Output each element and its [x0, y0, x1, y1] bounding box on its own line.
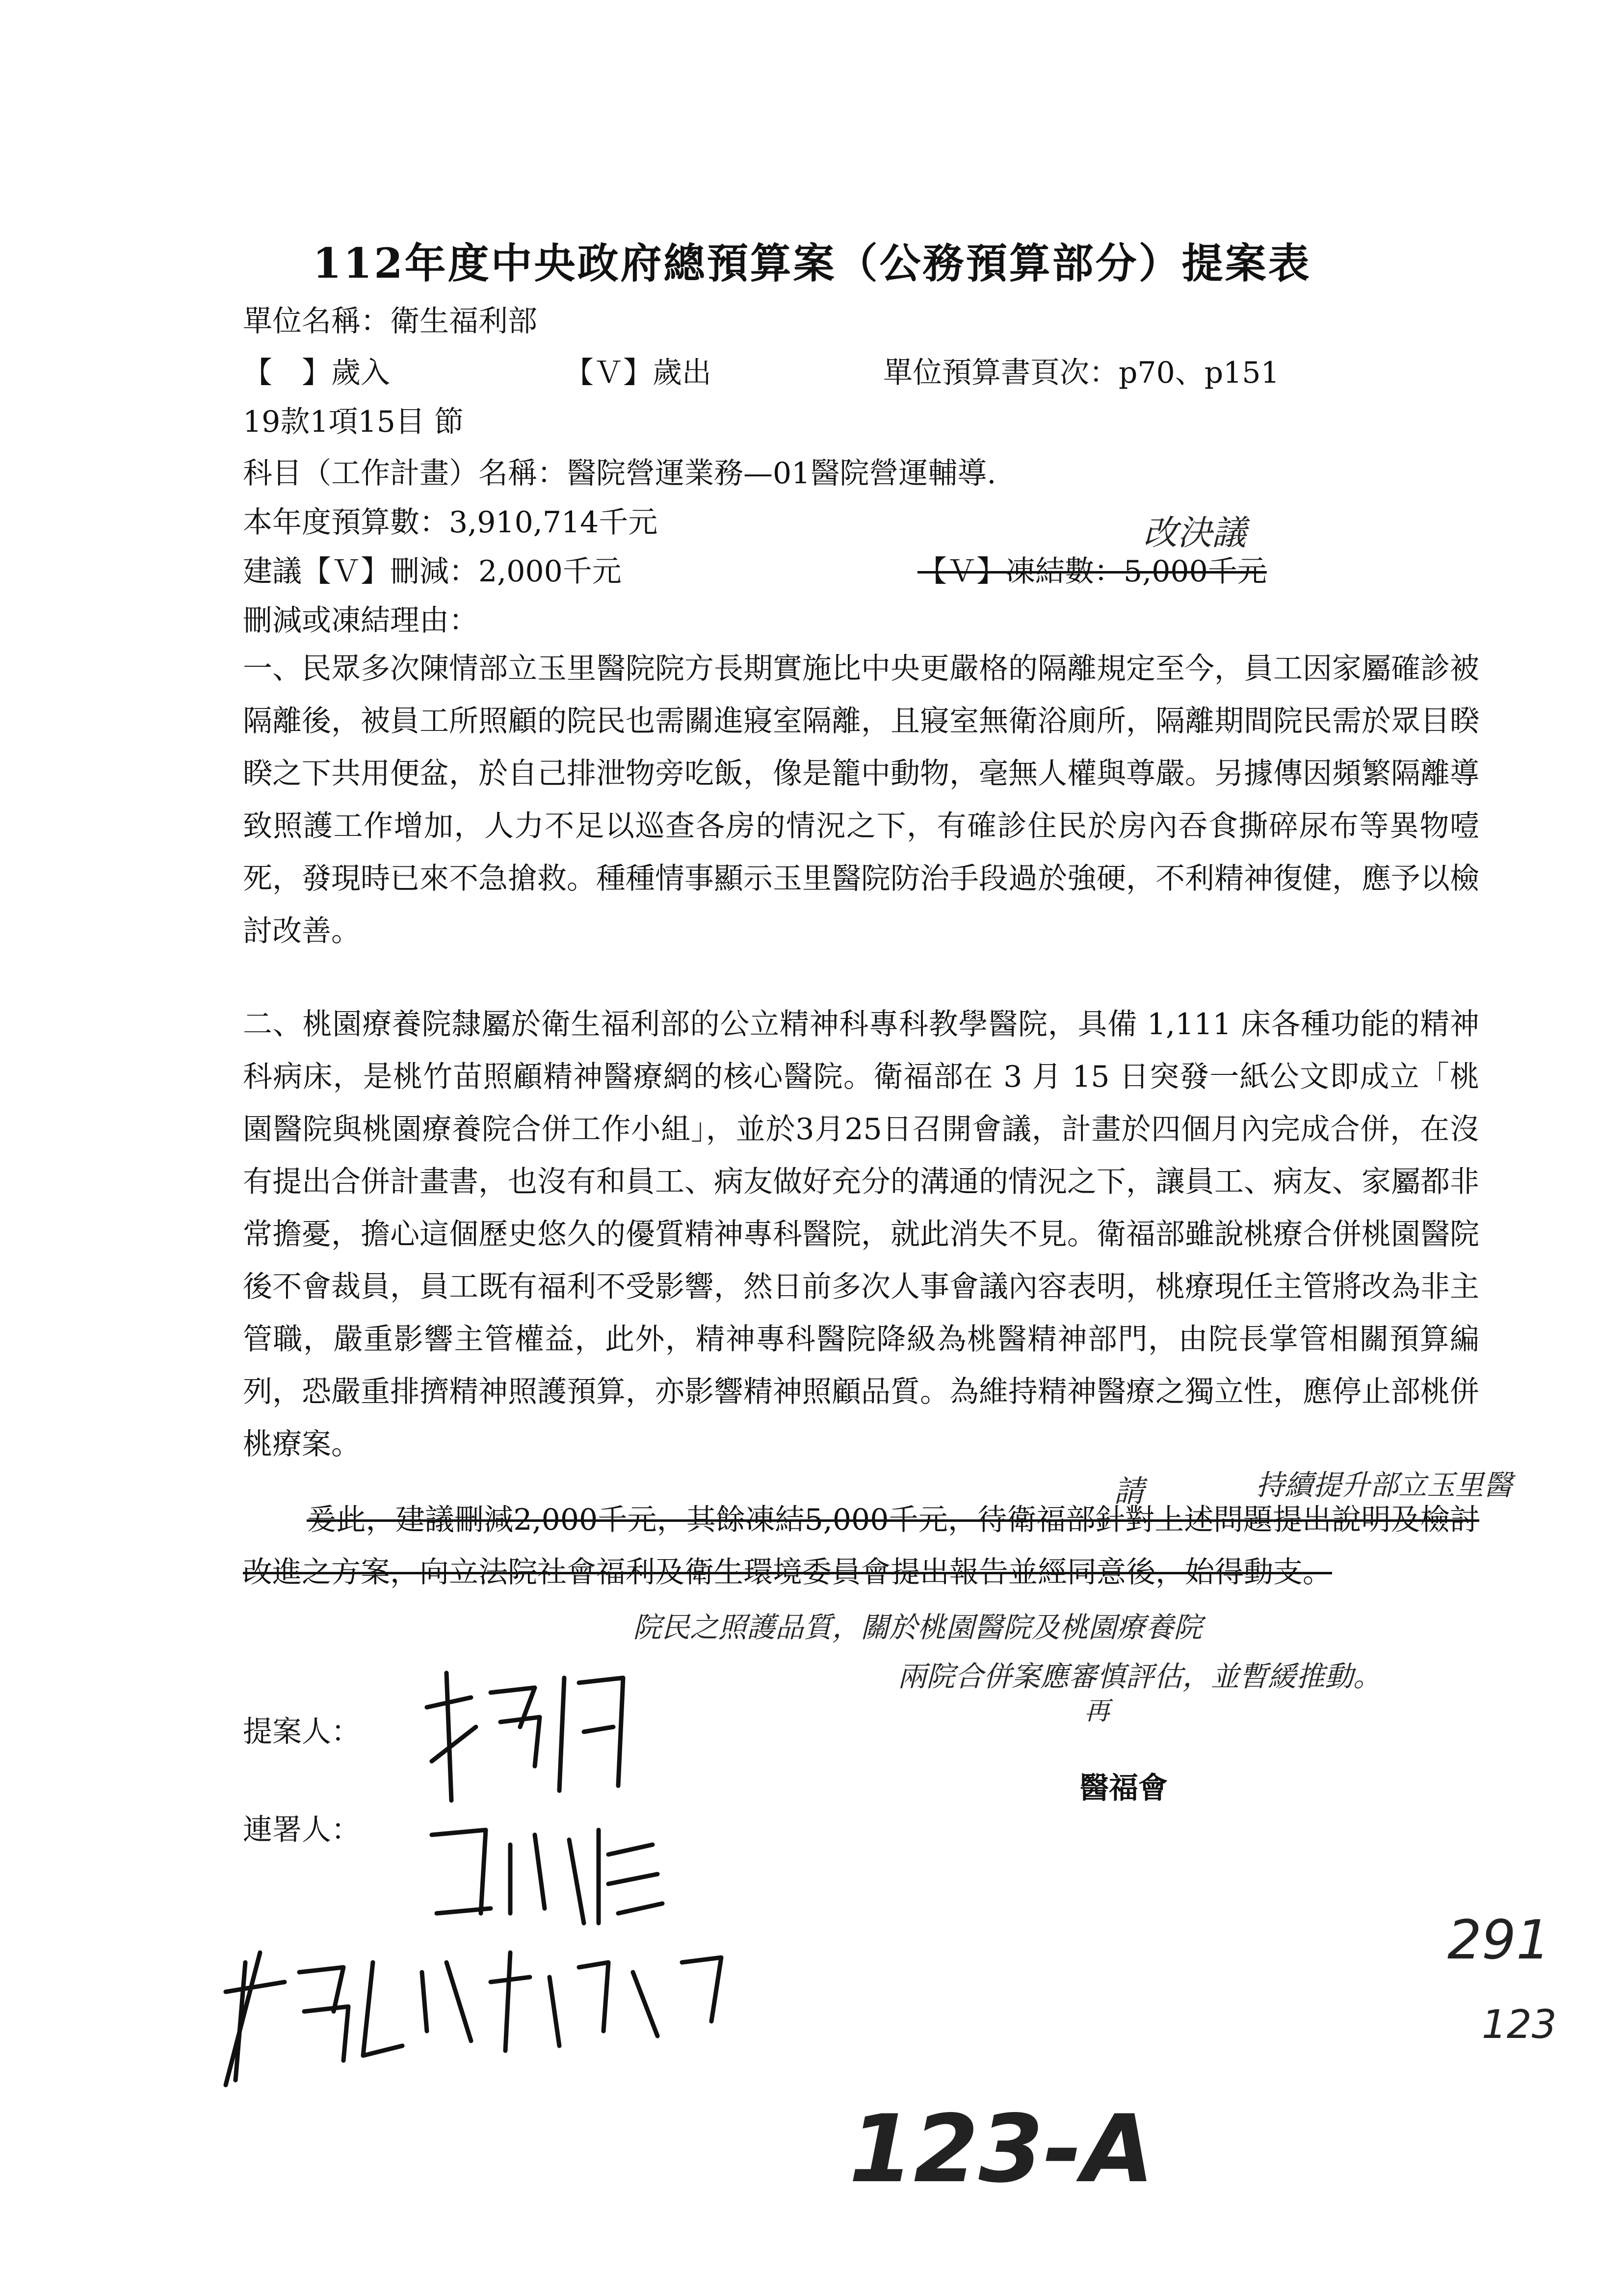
cut-amount: 建議【Ｖ】刪減：2,000千元	[243, 554, 622, 589]
reason-paragraph-2: 二、桃園療養院隸屬於衛生福利部的公立精神科專科教學醫院，具備 1,111 床各種功能的精神科病床，是桃竹苗照顧精神醫療網的核心醫院。衛福部在 3 月 15 日突發一紙公文即成立「桃園醫院與桃園療養院合併工作小組」，並於3月25日召開會議，計畫於四個月內完成合併，在沒有提出合併計畫書，也沒有和員工、病友做好充分的溝通的情況之下，讓員工、病友、家屬都非常擔憂，擔心這個歷史悠久的優質精神專科醫院，就此消失不見。衛福部雖說桃療合併桃園醫院後不會裁員，員工既有福利不受影響，然日前多次人事會議內容表明，桃療現任主管將改為非主管職，嚴重影響主管權益，此外，精神專科醫院降級為桃醫精神部門，由院長掌管相關預算編列，恐嚴重排擠精神照護預算，亦影響精神照顧品質。為維持精神醫療之獨立性，應停止部桃併桃療案。	[243, 1007, 1479, 1461]
proposer-signature	[417, 1663, 648, 1810]
reason-label: 刪減或凍結理由：	[243, 603, 478, 638]
freeze-amount: 【Ｖ】凍結數：5,000千元	[917, 554, 1267, 589]
budget-amount: 本年度預算數：3,910,714千元	[243, 505, 658, 540]
document-title: 112年度中央政府總預算案（公務預算部分）提案表	[313, 239, 1311, 287]
handwritten-note-line-3: 兩院合併案應審慎評估，並暫緩推動。	[898, 1660, 1382, 1693]
handwritten-top-note: 改決議	[1143, 513, 1246, 553]
handwritten-page-mark-main: 123-A	[849, 2095, 1154, 2203]
section-code: 19款1項15目 節	[243, 405, 464, 439]
reason-paragraph-1: 一、民眾多次陳情部立玉里醫院院方長期實施比中央更嚴格的隔離規定至今，員工因家屬確診被隔離後，被員工所照顧的院民也需關進寢室隔離，且寢室無衛浴廁所，隔離期間院民需於眾目睽睽之下共用便盆，於自己排泄物旁吃飯，像是籠中動物，毫無人權與尊嚴。另據傳因頻繁隔離導致照護工作增加，人力不足以巡查各房的情況之下，有確診住民於房內吞食撕碎尿布等異物噎死，發現時已來不急搶救。種種情事顯示玉里醫院防治手段過於強硬，不利精神復健，應予以檢討改善。	[243, 652, 1479, 948]
page-reference: 單位預算書頁次：p70、p151	[883, 356, 1280, 390]
reason-paragraph-3: 爰此，建議刪減2,000千元，其餘凍結5,000千元，待衛福部針對上述問題提出說明及檢討改進之方案，向立法院社會福利及衛生環境委員會提出報告並經同意後，始得動支。	[243, 1503, 1479, 1590]
committee-name: 醫福會	[1079, 1771, 1168, 1805]
handwritten-insert-2: 再	[1084, 1696, 1110, 1726]
cosigner-label: 連署人：	[243, 1813, 361, 1847]
handwritten-page-mark-2: 123	[1482, 2002, 1557, 2047]
type-income: 【 】歲入	[243, 356, 390, 390]
handwritten-insert-1: 請	[1114, 1473, 1145, 1509]
proposer-label: 提案人：	[243, 1715, 361, 1749]
handwritten-note-line-2: 院民之照護品質，關於桃園醫院及桃園療養院	[633, 1611, 1203, 1644]
handwritten-page-mark-1: 291	[1447, 1908, 1550, 1971]
subject-name: 科目（工作計畫）名稱：醫院營運業務—01醫院營運輔導.	[243, 456, 996, 491]
handwritten-note-line-1: 持續提升部立玉里醫	[1256, 1468, 1513, 1502]
unit-name: 單位名稱：衛生福利部	[243, 304, 537, 339]
cosigner-signature-2	[216, 1933, 756, 2095]
cosigner-signature-1	[422, 1815, 677, 1928]
type-expense: 【Ｖ】歲出	[564, 356, 711, 390]
